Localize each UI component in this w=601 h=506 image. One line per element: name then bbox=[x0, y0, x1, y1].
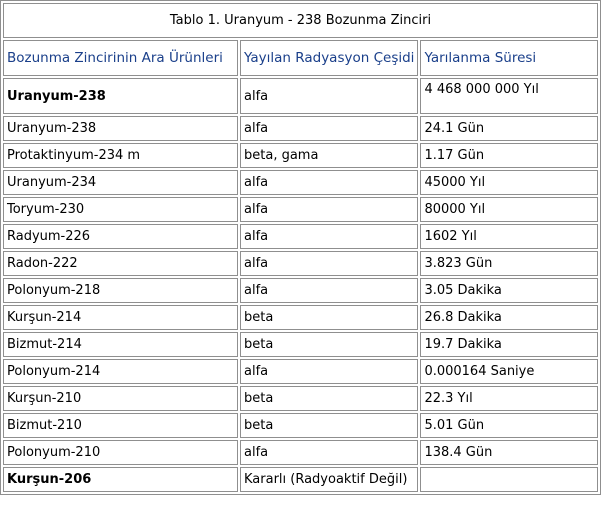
table-title: Tablo 1. Uranyum - 238 Bozunma Zinciri bbox=[3, 3, 598, 38]
cell-halflife bbox=[420, 467, 598, 492]
cell-halflife: 4 468 000 000 Yıl bbox=[420, 78, 598, 114]
cell-product: Uranyum-234 bbox=[3, 170, 238, 195]
table-row bbox=[3, 143, 598, 168]
table-row bbox=[3, 251, 598, 276]
cell-halflife: 3.823 Gün bbox=[420, 251, 598, 276]
header-products: Bozunma Zincirinin Ara Ürünleri bbox=[3, 40, 238, 76]
cell-halflife: 1602 Yıl bbox=[420, 224, 598, 249]
table-row bbox=[3, 224, 598, 249]
cell-radiation: beta bbox=[240, 386, 418, 411]
table-row bbox=[3, 440, 598, 465]
table-row bbox=[3, 386, 598, 411]
cell-product: Protaktinyum-234 m bbox=[3, 143, 238, 168]
cell-halflife: 26.8 Dakika bbox=[420, 305, 598, 330]
cell-halflife: 3.05 Dakika bbox=[420, 278, 598, 303]
cell-product: Kurşun-210 bbox=[3, 386, 238, 411]
cell-radiation: Kararlı (Radyoaktif Değil) bbox=[240, 467, 418, 492]
table-row bbox=[3, 170, 598, 195]
cell-halflife: 1.17 Gün bbox=[420, 143, 598, 168]
cell-product: Kurşun-214 bbox=[3, 305, 238, 330]
cell-halflife: 19.7 Dakika bbox=[420, 332, 598, 357]
table-row bbox=[3, 116, 598, 141]
table-row bbox=[3, 359, 598, 384]
cell-product: Uranyum-238 bbox=[3, 116, 238, 141]
table-row bbox=[3, 305, 598, 330]
cell-radiation: beta, gama bbox=[240, 143, 418, 168]
header-radiation: Yayılan Radyasyon Çeşidi bbox=[240, 40, 418, 76]
table-row bbox=[3, 413, 598, 438]
cell-halflife: 45000 Yıl bbox=[420, 170, 598, 195]
table-row bbox=[3, 78, 598, 114]
cell-radiation: alfa bbox=[240, 197, 418, 222]
cell-product: Bizmut-214 bbox=[3, 332, 238, 357]
cell-radiation: alfa bbox=[240, 359, 418, 384]
cell-halflife: 138.4 Gün bbox=[420, 440, 598, 465]
cell-product: Radyum-226 bbox=[3, 224, 238, 249]
cell-product: Polonyum-214 bbox=[3, 359, 238, 384]
cell-product: Uranyum-238 bbox=[3, 78, 238, 114]
cell-product: Polonyum-218 bbox=[3, 278, 238, 303]
cell-halflife: 80000 Yıl bbox=[420, 197, 598, 222]
cell-product: Toryum-230 bbox=[3, 197, 238, 222]
cell-radiation: alfa bbox=[240, 170, 418, 195]
cell-radiation: alfa bbox=[240, 78, 418, 114]
cell-product: Polonyum-210 bbox=[3, 440, 238, 465]
cell-product: Radon-222 bbox=[3, 251, 238, 276]
header-row bbox=[3, 40, 598, 76]
cell-radiation: alfa bbox=[240, 278, 418, 303]
cell-radiation: beta bbox=[240, 413, 418, 438]
cell-radiation: alfa bbox=[240, 251, 418, 276]
table-row bbox=[3, 332, 598, 357]
cell-product: Kurşun-206 bbox=[3, 467, 238, 492]
cell-radiation: alfa bbox=[240, 440, 418, 465]
cell-radiation: beta bbox=[240, 332, 418, 357]
cell-product: Bizmut-210 bbox=[3, 413, 238, 438]
table-row bbox=[3, 197, 598, 222]
cell-halflife: 24.1 Gün bbox=[420, 116, 598, 141]
cell-radiation: alfa bbox=[240, 116, 418, 141]
cell-halflife: 5.01 Gün bbox=[420, 413, 598, 438]
cell-radiation: beta bbox=[240, 305, 418, 330]
cell-radiation: alfa bbox=[240, 224, 418, 249]
header-halflife: Yarılanma Süresi bbox=[420, 40, 598, 76]
table-row bbox=[3, 467, 598, 492]
cell-halflife: 22.3 Yıl bbox=[420, 386, 598, 411]
table-row bbox=[3, 278, 598, 303]
cell-halflife: 0.000164 Saniye bbox=[420, 359, 598, 384]
